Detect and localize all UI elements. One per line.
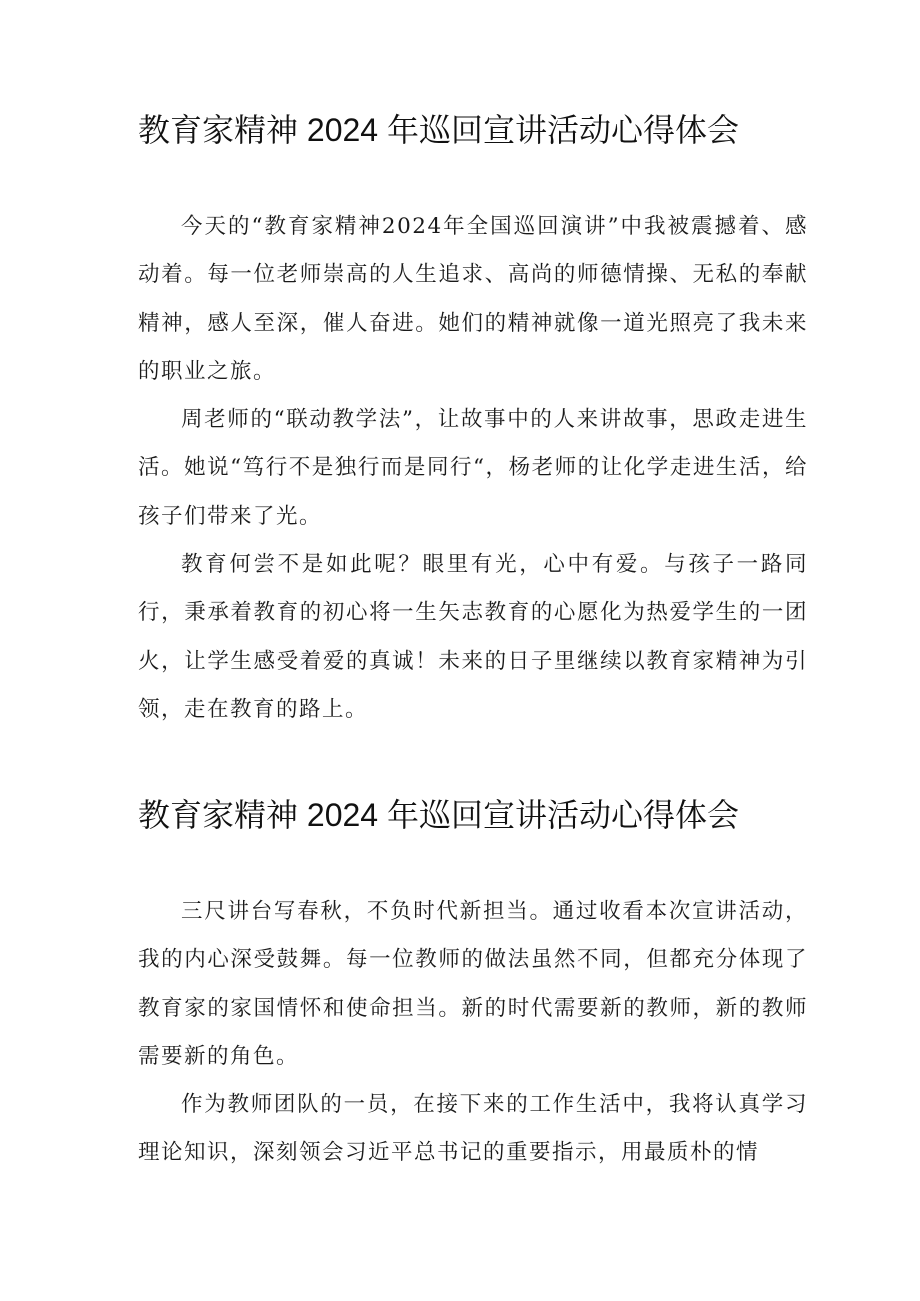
paragraph: 作为教师团队的一员，在接下来的工作生活中，我将认真学习理论知识，深刻领会习近平总书记的重要指示，用最质朴的情 [138, 1092, 808, 1166]
paragraph: 三尺讲台写春秋，不负时代新担当。通过收看本次宣讲活动，我的内心深受鼓舞。每一位教师的做法虽然不同，但都充分体现了教育家的家国情怀和使命担当。新的时代需要新的教师，新的教师需要新的角色。 [138, 899, 808, 1069]
essay-title-2: 教育家精神 2024 年巡回宣讲活动心得体会 [138, 797, 739, 833]
essay-body-1 [138, 203, 808, 734]
essay-body-2 [138, 888, 808, 1178]
essay-section-2 [138, 793, 808, 1178]
essay-title-1: 教育家精神 2024 年巡回宣讲活动心得体会 [138, 112, 739, 148]
paragraph: 今天的“教育家精神2024年全国巡回演讲”中我被震撼着、感动着。每一位老师崇高的人生追求、高尚的师德情操、无私的奉献精神，感人至深，催人奋进。她们的精神就像一道光照亮了我未来的职业之旅。 [138, 214, 808, 384]
paragraph: 周老师的“联动教学法”，让故事中的人来讲故事，思政走进生活。她说“笃行不是独行而是同行“，杨老师的让化学走进生活，给孩子们带来了光。 [138, 407, 808, 529]
paragraph: 教育何尝不是如此呢？眼里有光，心中有爱。与孩子一路同行，秉承着教育的初心将一生矢志教育的心愿化为热爱学生的一团火，让学生感受着爱的真诚！未来的日子里继续以教育家精神为引领，走在教育的路上。 [138, 552, 808, 722]
essay-section-1 [138, 108, 808, 734]
